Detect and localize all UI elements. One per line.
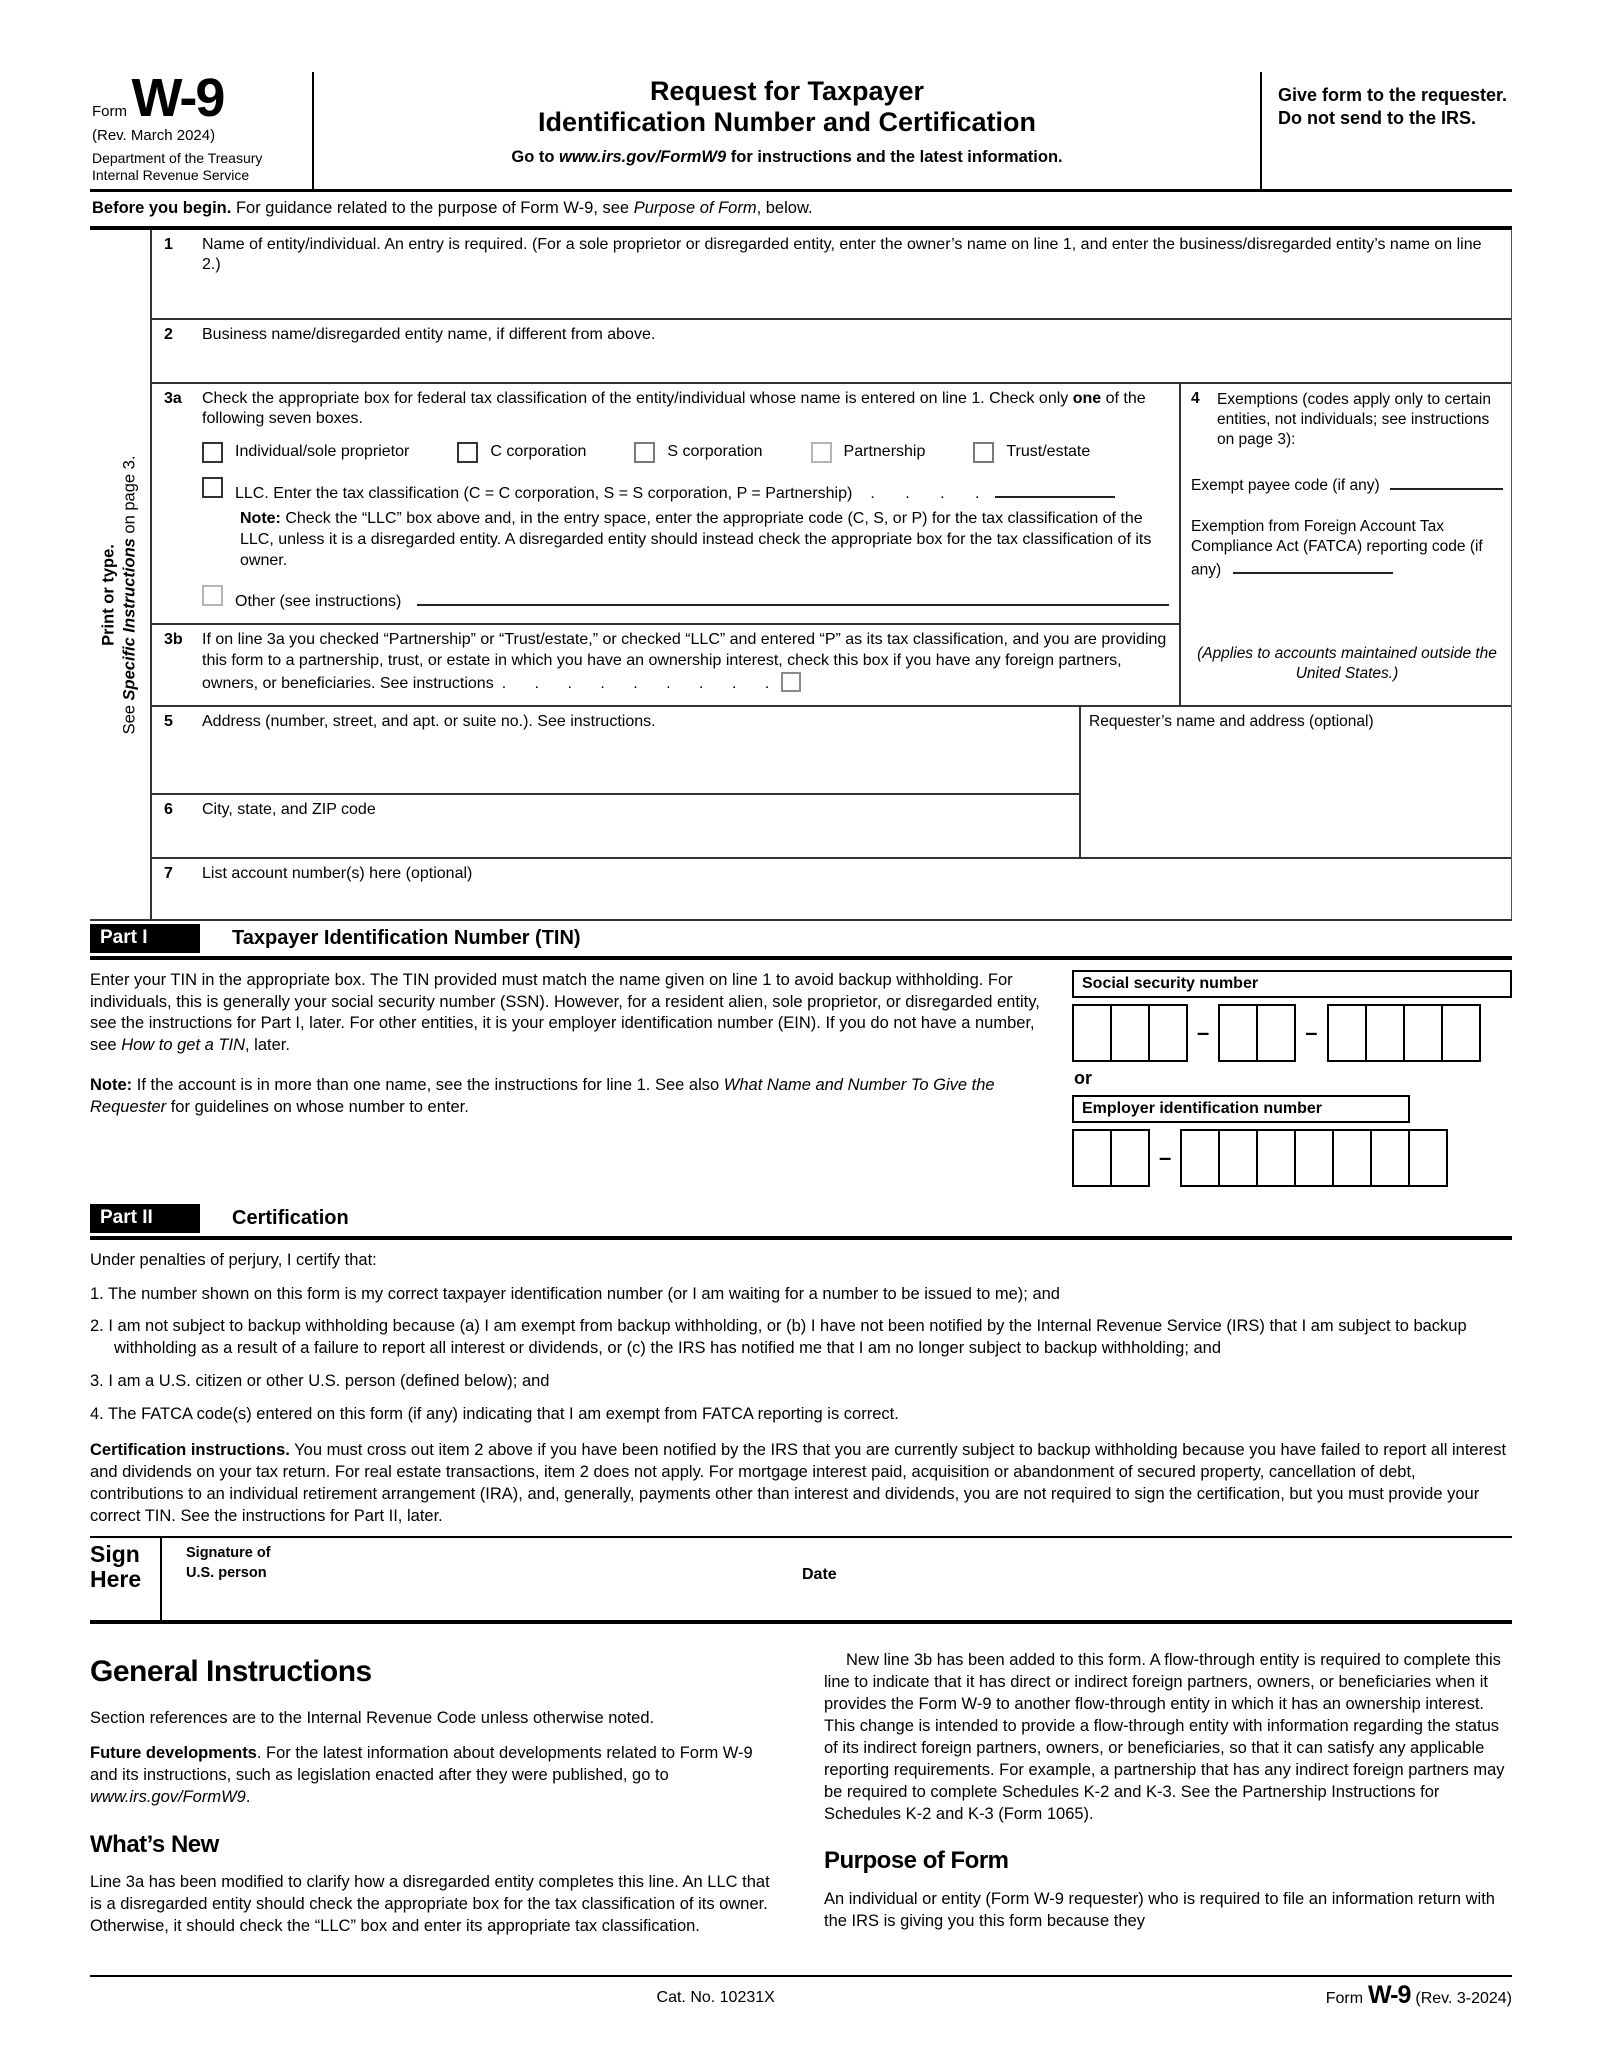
gi-right-column bbox=[824, 1650, 1512, 1951]
certification-instructions: Certification instructions. You must cross out item 2 above if you have been notified by the IRS that you are currently subject to backup withholding because you have failed to report all interest and dividends on your tax return. For real estate transactions, item 2 does not apply. For mortgage interest paid, acquisition or abandonment of secured property, cancellation of debt, contributions to an individual retirement arrangement (IRA), and, generally, payments other than interest and dividends, you are not required to sign the certification, but you must provide your correct TIN. See the instructions for Part II, later. bbox=[90, 1441, 1507, 1525]
other-line bbox=[202, 585, 1169, 613]
print-or-type-text: Print or type. See Specific Instructions on page 3. bbox=[99, 455, 139, 735]
ein-digit-box[interactable] bbox=[1370, 1129, 1410, 1187]
ein-group-2 bbox=[1180, 1129, 1448, 1187]
part2-badge: Part II bbox=[90, 1204, 200, 1233]
ein-group-1 bbox=[1072, 1129, 1150, 1187]
form-body bbox=[90, 230, 1512, 919]
part1-instructions bbox=[90, 970, 1072, 1187]
ein-digit-row bbox=[1072, 1129, 1512, 1187]
ssn-digit-box[interactable] bbox=[1218, 1004, 1258, 1062]
part1-body bbox=[90, 960, 1512, 1187]
form-identity-block bbox=[90, 68, 314, 189]
classification-checkbox-row bbox=[202, 442, 1169, 463]
line6-label: City, state, and ZIP code bbox=[202, 800, 376, 818]
form-title: Request for Taxpayer Identification Number and Certification bbox=[537, 76, 1037, 138]
part2-body bbox=[90, 1240, 1512, 1528]
ssn-label-box: Social security number bbox=[1072, 970, 1512, 998]
fatca-code-entry-space[interactable] bbox=[1233, 558, 1393, 574]
page-footer bbox=[90, 1975, 1512, 2019]
other-entry-space[interactable] bbox=[417, 590, 1169, 607]
catalog-number: Cat. No. 10231X bbox=[656, 1989, 775, 2007]
certification-item-1: 1. The number shown on this form is my correct taxpayer identification number (or I am waiting for a number to be issued to me); and bbox=[90, 1284, 1060, 1303]
line1-number: 1 bbox=[164, 235, 173, 253]
line5-number: 5 bbox=[164, 712, 173, 730]
line4-exemptions-cell bbox=[1181, 384, 1511, 705]
line3b-dot-leader: . . . . . . . . . bbox=[501, 674, 772, 692]
ein-digit-box[interactable] bbox=[1180, 1129, 1220, 1187]
address-band bbox=[152, 707, 1511, 859]
exempt-payee-line: Exempt payee code (if any) bbox=[1191, 474, 1503, 495]
ssn-group-3 bbox=[1327, 1004, 1481, 1062]
line3b-added-paragraph: New line 3b has been added to this form. A flow-through entity is required to complete this line to indicate that it has direct or indirect foreign partners, owners, or beneficiaries when it provides the Form W-9 to another flow-through entity in which it has an ownership interest. This change is intended to provide a flow-through entity with information regarding the status of its indirect foreign partners, owners, or beneficiaries, so that it can satisfy any applicable reporting requirements. For example, a partnership that has any indirect foreign partners may be required to complete Schedules K-2 and K-3. See the Partnership Instructions for Schedules K-2 and K-3 (Form 1065). bbox=[824, 1650, 1505, 1823]
general-instructions-section bbox=[90, 1624, 1512, 1951]
signature-area[interactable] bbox=[160, 1538, 1512, 1620]
s-corporation-checkbox[interactable] bbox=[634, 442, 655, 463]
other-checkbox[interactable] bbox=[202, 585, 223, 606]
form-number: W-9 bbox=[131, 68, 224, 128]
ssn-digit-box[interactable] bbox=[1110, 1004, 1150, 1062]
ssn-digit-box[interactable] bbox=[1256, 1004, 1296, 1062]
line2-label: Business name/disregarded entity name, if different from above. bbox=[202, 325, 656, 343]
ssn-group-1 bbox=[1072, 1004, 1188, 1062]
certification-item-4: 4. The FATCA code(s) entered on this form (if any) indicating that I am exempt from FATCA reporting is correct. bbox=[90, 1405, 899, 1424]
line4-label: Exemptions (codes apply only to certain entities, not individuals; see instructions on page 3): bbox=[1217, 390, 1491, 448]
purpose-of-form-paragraph: An individual or entity (Form W-9 requester) who is required to file an information return with the IRS is giving you this form because they bbox=[824, 1890, 1495, 1931]
purpose-of-form-heading: Purpose of Form bbox=[824, 1847, 1009, 1875]
line1-label: Name of entity/individual. An entry is required. (For a sole proprietor or disregarded entity, enter the owner’s name on line 1, and enter the business/disregarded entity’s name on line 2.) bbox=[202, 235, 1482, 274]
applies-note: (Applies to accounts maintained outside the United States.) bbox=[1197, 645, 1497, 683]
line3b-content bbox=[202, 630, 1169, 694]
ein-label-box: Employer identification number bbox=[1072, 1095, 1410, 1123]
individual-sole-proprietor-checkbox[interactable] bbox=[202, 442, 223, 463]
line3a-content bbox=[202, 389, 1169, 614]
tin-note-paragraph: Note: If the account is in more than one name, see the instructions for line 1. See also What Name and Number To Give the Requester for guidelines on whose number to enter. bbox=[90, 1076, 995, 1117]
line7-number: 7 bbox=[164, 864, 173, 882]
llc-dot-leader: . . . . bbox=[870, 485, 982, 503]
ssn-digit-box[interactable] bbox=[1441, 1004, 1481, 1062]
give-form-text: Give form to the requester. Do not send to the IRS. bbox=[1278, 85, 1508, 129]
line5-address-field[interactable] bbox=[152, 707, 1079, 795]
tin-paragraph: Enter your TIN in the appropriate box. The TIN provided must match the name given on line 1 to avoid backup withholding. For individuals, this is generally your social security number (SSN). However, for a resident alien, sole proprietor, or disregarded entity, see the instructions for Part I, later. For other entities, it is your employer identification number (EIN). If you do not have a number, see How to get a TIN, later. bbox=[90, 970, 1040, 1055]
ein-digit-box[interactable] bbox=[1110, 1129, 1150, 1187]
ssn-dash: – bbox=[1197, 1019, 1210, 1045]
checkbox-item-trust-estate: Trust/estate bbox=[973, 442, 1090, 463]
line3b-text: If on line 3a you checked “Partnership” or “Trust/estate,” or checked “LLC” and entered “P” as its tax classification, and you are providing this form to a partnership, trust, or estate in which you have an ownership interest, check this box if you have any foreign partners, owners, or beneficiaries. See instructions bbox=[202, 631, 1167, 692]
form-title-block bbox=[314, 72, 1260, 189]
part2-heading bbox=[90, 1201, 1512, 1240]
line2-number: 2 bbox=[164, 325, 173, 343]
or-separator: or bbox=[1074, 1067, 1092, 1088]
ein-digit-box[interactable] bbox=[1218, 1129, 1258, 1187]
checkbox-item-c-corp: C corporation bbox=[457, 442, 586, 463]
department-lines: Department of the Treasury Internal Revenue Service bbox=[92, 149, 263, 184]
section-references-paragraph: Section references are to the Internal Revenue Code unless otherwise noted. bbox=[90, 1708, 655, 1727]
future-developments-paragraph: Future developments. For the latest information about developments related to Form W-9 and its instructions, such as legislation enacted after they were published, go to www.irs.gov/FormW9. bbox=[90, 1743, 753, 1806]
certification-item-3: 3. I am a U.S. citizen or other U.S. person (defined below); and bbox=[90, 1372, 550, 1391]
signature-of-label: Signature of U.S. person bbox=[186, 1544, 271, 1581]
checkbox-item-partnership: Partnership bbox=[811, 442, 926, 463]
llc-checkbox[interactable] bbox=[202, 477, 223, 498]
ein-digit-box[interactable] bbox=[1332, 1129, 1372, 1187]
line4-number: 4 bbox=[1191, 389, 1200, 407]
ssn-digit-box[interactable] bbox=[1365, 1004, 1405, 1062]
classification-band bbox=[152, 384, 1511, 707]
irs-url: www.irs.gov/FormW9 bbox=[559, 148, 727, 167]
ein-digit-box[interactable] bbox=[1256, 1129, 1296, 1187]
form-revision: (Rev. March 2024) bbox=[92, 126, 216, 144]
tin-entry-area bbox=[1072, 970, 1512, 1187]
line1-name-field[interactable] bbox=[152, 230, 1511, 320]
line3a-instruction: Check the appropriate box for federal tax classification of the entity/individual whose name is entered on line 1. Check only one of the following seven boxes. bbox=[202, 389, 1146, 428]
line6-number: 6 bbox=[164, 800, 173, 818]
address-left bbox=[152, 707, 1081, 857]
fatca-line: Exemption from Foreign Account Tax Compliance Act (FATCA) reporting code (if any) bbox=[1191, 518, 1483, 578]
line7-account-numbers-field[interactable] bbox=[152, 859, 1511, 919]
checkbox-item-individual: Individual/sole proprietor bbox=[202, 442, 409, 463]
ssn-digit-box[interactable] bbox=[1072, 1004, 1112, 1062]
requester-name-address-label: Requester’s name and address (optional) bbox=[1089, 712, 1374, 730]
llc-code-entry-space[interactable] bbox=[995, 481, 1115, 498]
partnership-checkbox[interactable] bbox=[811, 442, 832, 463]
exemptions-column bbox=[1181, 384, 1511, 705]
part1-badge: Part I bbox=[90, 924, 200, 953]
ssn-group-2 bbox=[1218, 1004, 1296, 1062]
line3b-number: 3b bbox=[164, 631, 183, 649]
ein-digit-box[interactable] bbox=[1072, 1129, 1112, 1187]
exempt-payee-entry-space[interactable] bbox=[1390, 474, 1503, 490]
line3a-number: 3a bbox=[164, 389, 182, 407]
date-label: Date bbox=[802, 1565, 837, 1583]
ssn-digit-row bbox=[1072, 1004, 1512, 1062]
part1-heading bbox=[90, 919, 1512, 960]
before-you-begin: Before you begin. For guidance related to the purpose of Form W-9, see Purpose of Form, below. bbox=[90, 192, 1512, 230]
give-form-block bbox=[1260, 72, 1512, 189]
c-corporation-checkbox[interactable] bbox=[457, 442, 478, 463]
part2-title: Certification bbox=[232, 1206, 349, 1229]
line3b-section bbox=[152, 625, 1179, 704]
ein-digit-box[interactable] bbox=[1294, 1129, 1334, 1187]
trust-estate-checkbox[interactable] bbox=[973, 442, 994, 463]
ssn-digit-box[interactable] bbox=[1148, 1004, 1188, 1062]
line3a-section bbox=[152, 384, 1179, 626]
general-instructions-heading: General Instructions bbox=[90, 1654, 372, 1688]
ssn-dash: – bbox=[1305, 1019, 1318, 1045]
line2-business-name-field[interactable] bbox=[152, 320, 1511, 384]
classification-left bbox=[152, 384, 1181, 705]
llc-label: LLC. Enter the tax classification (C = C corporation, S = S corporation, P = Partnership) bbox=[235, 485, 853, 503]
certification-item-2: 2. I am not subject to backup withholding because (a) I am exempt from backup withholding, or (b) I have not been notified by the Internal Revenue Service (IRS) that I am subject to backup withholding as a result of a failure to report all interest or dividends, or (c) the IRS has notified me that I am no longer subject to backup withholding; and bbox=[90, 1317, 1467, 1358]
footer-form-number: W-9 bbox=[1368, 1981, 1411, 2010]
ssn-digit-box[interactable] bbox=[1403, 1004, 1443, 1062]
llc-line bbox=[202, 477, 1169, 505]
gi-left-column bbox=[90, 1650, 778, 1951]
ssn-digit-box[interactable] bbox=[1327, 1004, 1367, 1062]
certification-intro: Under penalties of perjury, I certify that: bbox=[90, 1250, 377, 1269]
form-header bbox=[90, 68, 1512, 192]
other-label: Other (see instructions) bbox=[235, 593, 402, 611]
form-word: Form bbox=[92, 103, 127, 120]
form-reference: Form W-9 (Rev. 3-2024) bbox=[1325, 1981, 1512, 2010]
ein-digit-box[interactable] bbox=[1408, 1129, 1448, 1187]
whats-new-heading: What’s New bbox=[90, 1830, 219, 1858]
checkbox-item-s-corp: S corporation bbox=[634, 442, 762, 463]
sign-here-label: Sign Here bbox=[90, 1540, 142, 1592]
llc-note: Note: Check the “LLC” box above and, in the entry space, enter the appropriate code (C, S, or P) for the tax classification of the LLC, unless it is a disregarded entity. A disregarded entity should instead check the appropriate box for the tax classification of its owner. bbox=[240, 509, 1152, 569]
form-rows bbox=[150, 230, 1512, 919]
ein-dash: – bbox=[1159, 1144, 1172, 1170]
foreign-partners-checkbox[interactable] bbox=[781, 672, 801, 692]
requester-column[interactable] bbox=[1081, 707, 1511, 857]
line5-label: Address (number, street, and apt. or suite no.). See instructions. bbox=[202, 712, 656, 730]
print-or-type-sidebar bbox=[90, 230, 150, 919]
sign-here-row bbox=[90, 1536, 1512, 1624]
part1-title: Taxpayer Identification Number (TIN) bbox=[232, 926, 581, 949]
line6-city-state-zip-field[interactable] bbox=[152, 795, 1079, 857]
whats-new-paragraph: Line 3a has been modified to clarify how a disregarded entity completes this line. An LLC that is a disregarded entity should check the appropriate box for the tax classification of its owner. Otherwise, it should check the “LLC” box and enter its appropriate tax classification. bbox=[90, 1873, 770, 1936]
line7-label: List account number(s) here (optional) bbox=[202, 864, 473, 882]
goto-line: Go to www.irs.gov/FormW9 for instructions and the latest information. bbox=[511, 148, 1063, 167]
